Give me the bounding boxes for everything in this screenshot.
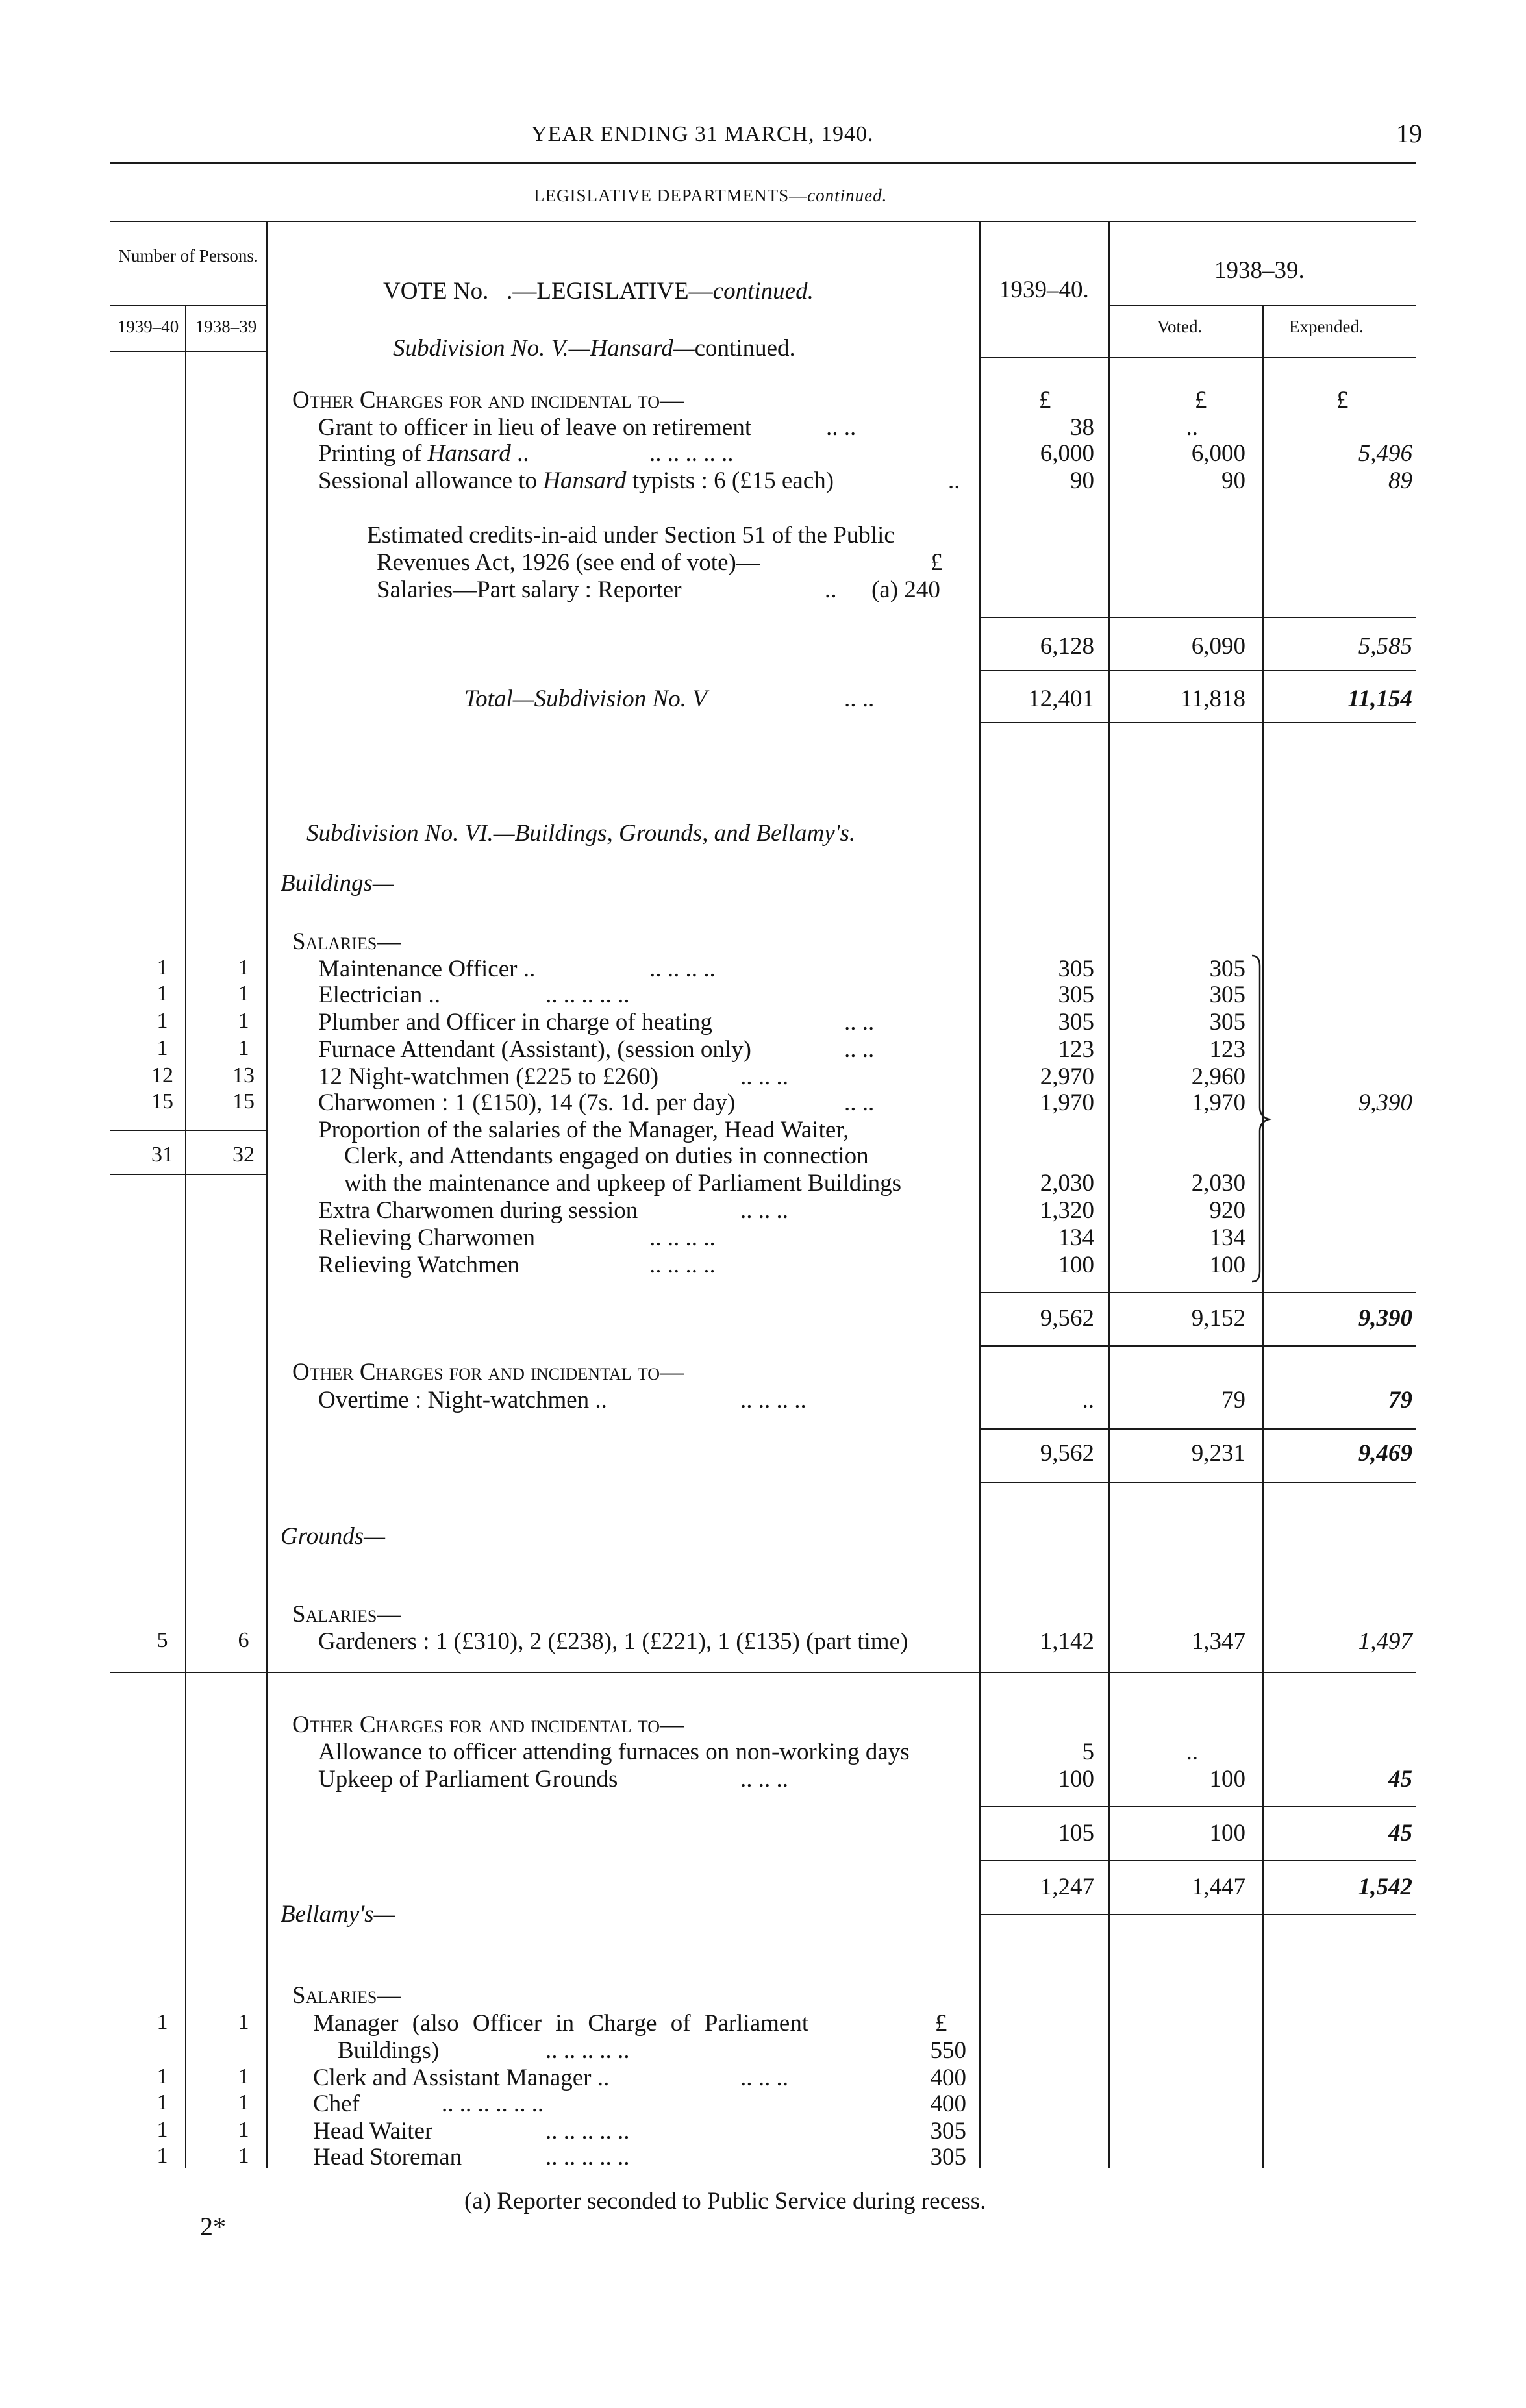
persons-1938-39: 1 [238,982,249,1006]
grounds-salaries-heading: Salaries— [292,1601,401,1628]
table-top-rule [110,221,1416,222]
credits-salaries-reporter: Salaries—Part salary : Reporter [377,577,682,603]
buildings-total-rule [979,1428,1416,1430]
salaries-total-bottom-rule [979,1345,1416,1347]
col-header-1938-39: 1938–39. [1214,257,1305,284]
number-of-persons-heading: Number of Persons. [118,246,258,266]
proportion-1939-40: 2,030 [1040,1170,1094,1197]
sessional-allowance-1939-40: 90 [1070,467,1094,494]
subtotal-rule [979,617,1416,618]
leader-dots: .. .. [844,686,875,712]
leader-dots: .. .. .. [740,1766,788,1793]
persons-total-rule [110,1130,266,1131]
persons-total-1938-39: 32 [232,1143,255,1167]
leader-dots: .. .. .. .. [649,956,716,982]
extra-charwomen-1939-40: 1,320 [1040,1197,1094,1224]
relieving-charwomen-voted: 134 [1209,1224,1245,1251]
leader-dots: .. .. [844,1009,875,1036]
page-number: 19 [1396,119,1422,148]
leader-dots: .. .. .. .. .. [649,440,734,467]
persons-1939-40: 1 [156,982,168,1006]
grant-retirement-voted: .. [1186,414,1198,441]
night-watchmen-voted: 2,960 [1191,1063,1245,1090]
persons-1939-40: 1 [156,956,168,980]
grounds-total-voted: 1,447 [1191,1874,1245,1900]
grounds-total-bottom-rule [979,1914,1416,1915]
persons-1938-39: 1 [238,956,249,980]
gardeners-label: Gardeners : 1 (£310), 2 (£238), 1 (£221), 1 (£135) (part time) [318,1628,908,1655]
printing-hansard-label: Printing of Hansard .. [318,440,529,467]
persons-1938-39: 1 [238,2065,249,2089]
other-charges-heading: Other Charges for and incidental to— [292,1359,684,1385]
upkeep-grounds-label: Upkeep of Parliament Grounds [318,1766,618,1793]
printing-hansard-expended: 5,496 [1358,440,1412,467]
persons-1938-39: 1 [238,2091,249,2115]
clerk-assistant-manager-label: Clerk and Assistant Manager .. [313,2065,610,2091]
persons-1939-40: 12 [151,1063,173,1087]
salaries-subtotal-rule [979,1292,1416,1293]
bellamys-currency: £ [935,2010,947,2037]
relieving-watchmen-voted: 100 [1209,1252,1245,1278]
hansard-subtotal-1939-40: 6,128 [1040,633,1094,660]
leader-dots: .. .. .. .. .. [545,982,630,1008]
head-storeman-salary: 305 [930,2144,966,2170]
grounds-total-expended: 1,542 [1358,1874,1412,1900]
persons-1938-39: 15 [232,1089,255,1113]
header-bottom-rule [979,357,1416,358]
charwomen-voted: 1,970 [1191,1089,1245,1116]
head-waiter-salary: 305 [930,2118,966,2144]
night-watchmen-1939-40: 2,970 [1040,1063,1094,1090]
salaries-total-voted: 9,152 [1191,1305,1245,1332]
salaries-total-1939-40: 9,562 [1040,1305,1094,1332]
year-subhead-rule [1110,305,1416,306]
manager-salary: 550 [930,2037,966,2064]
buildings-total-bottom-rule [979,1482,1416,1483]
leader-dots: .. .. .. .. [649,1252,716,1278]
persons-total-bottom-rule [110,1174,266,1175]
persons-total-1939-40: 31 [151,1143,173,1167]
right-brace-icon [1249,953,1275,1284]
furnace-attendant-label: Furnace Attendant (Assistant), (session only) [318,1036,751,1063]
charwomen-label: Charwomen : 1 (£150), 14 (7s. 1d. per day) [318,1089,736,1116]
currency-1939-40: £ [1039,387,1051,414]
persons-subhead-rule [110,305,266,306]
extra-charwomen-voted: 920 [1209,1197,1245,1224]
proportion-salaries-line3: with the maintenance and upkeep of Parliament Buildings [344,1170,901,1197]
header-rule [110,162,1416,164]
sessional-allowance-label: Sessional allowance to Hansard typists : 6 (£15 each) [318,467,834,494]
overtime-1939-40: .. [1082,1387,1094,1413]
proportion-voted: 2,030 [1191,1170,1245,1197]
maintenance-officer-voted: 305 [1209,956,1245,982]
furnace-allowance-1939-40: 5 [1082,1739,1094,1765]
proportion-salaries-line2: Clerk, and Attendants engaged on duties in connection [344,1143,869,1169]
leader-dots: .. .. .. [740,1063,788,1090]
upkeep-grounds-1939-40: 100 [1058,1766,1094,1793]
persons-col-1939-40: 1939–40 [117,317,179,336]
gardeners-persons-1939-40: 5 [156,1628,168,1652]
sessional-allowance-voted: 90 [1221,467,1245,494]
persons-1938-39: 13 [232,1063,255,1087]
maintenance-officer-1939-40: 305 [1058,956,1094,982]
upkeep-grounds-voted: 100 [1209,1766,1245,1793]
persons-column-rule [266,221,268,2168]
bellamys-heading: Bellamy's— [281,1901,395,1928]
relieving-watchmen-1939-40: 100 [1058,1252,1094,1278]
leader-dots: .. .. [844,1089,875,1116]
total-bottom-rule [979,722,1416,723]
leader-dots: .. .. .. .. .. [545,2037,630,2064]
leader-dots: .. .. .. .. .. .. [442,2091,544,2117]
relieving-charwomen-label: Relieving Charwomen [318,1224,535,1251]
amount-column-rule [979,221,981,2168]
persons-1938-39: 1 [238,1009,249,1033]
hansard-subtotal-expended: 5,585 [1358,633,1412,660]
total-rule [979,670,1416,671]
gardeners-persons-1938-39: 6 [238,1628,249,1652]
leader-dots: .. [948,467,960,494]
buildings-total-1939-40: 9,562 [1040,1440,1094,1467]
total-subdivision-v-label: Total—Subdivision No. V [464,686,707,712]
printing-hansard-1939-40: 6,000 [1040,440,1094,467]
col-header-expended: Expended. [1289,317,1364,336]
grounds-total-rule [979,1860,1416,1861]
leader-dots: .. .. [844,1036,875,1063]
currency-voted: £ [1195,387,1207,414]
plumber-voted: 305 [1209,1009,1245,1036]
head-storeman-label: Head Storeman [313,2144,462,2170]
leader-dots: .. [825,577,837,603]
col-header-voted: Voted. [1157,317,1203,336]
clerk-assistant-manager-salary: 400 [930,2065,966,2091]
footnote: (a) Reporter seconded to Public Service during recess. [464,2188,986,2215]
leader-dots: .. .. .. [740,2065,788,2091]
credits-in-aid-line2: Revenues Act, 1926 (see end of vote)— [377,549,760,576]
vote-title: VOTE No. .—LEGISLATIVE—continued. [383,278,814,304]
grounds-other-charges-heading: Other Charges for and incidental to— [292,1711,684,1738]
overtime-label: Overtime : Night-watchmen .. [318,1387,607,1413]
buildings-heading: Buildings— [281,870,394,897]
leader-dots: .. .. [826,414,857,441]
leader-dots: .. .. .. .. [740,1387,807,1413]
persons-1939-40: 1 [156,1036,168,1060]
upkeep-grounds-expended: 45 [1388,1766,1412,1793]
leader-dots: .. .. .. .. [649,1224,716,1251]
plumber-label: Plumber and Officer in charge of heating [318,1009,712,1036]
grounds-other-total-1939-40: 105 [1058,1820,1094,1846]
persons-1939-40: 15 [151,1089,173,1113]
grounds-total-1939-40: 1,247 [1040,1874,1094,1900]
overtime-voted: 79 [1221,1387,1245,1413]
grounds-other-rule [979,1806,1416,1807]
manager-label-line1: Manager (also Officer in Charge of Parliament [313,2010,809,2037]
sessional-allowance-expended: 89 [1388,467,1412,494]
buildings-total-expended: 9,469 [1358,1440,1412,1467]
gardeners-voted: 1,347 [1191,1628,1245,1655]
persons-1939-40: 1 [156,2144,168,2168]
bracketed-expended: 9,390 [1358,1089,1412,1116]
furnace-allowance-label: Allowance to officer attending furnaces on non-working days [318,1739,910,1765]
hansard-subtotal-voted: 6,090 [1191,633,1245,660]
persons-1939-40: 1 [156,2065,168,2089]
grounds-other-total-voted: 100 [1209,1820,1245,1846]
total-v-expended: 11,154 [1347,686,1412,712]
subdivision-v-heading: Subdivision No. V.—Hansard—continued. [393,335,795,362]
gardeners-expended: 1,497 [1358,1628,1412,1655]
extra-charwomen-label: Extra Charwomen during session [318,1197,638,1224]
grant-retirement-1939-40: 38 [1070,414,1094,441]
credits-value: (a) 240 [871,577,940,603]
persons-1938-39: 1 [238,2118,249,2142]
persons-header-bottom-rule [110,351,266,352]
chef-salary: 400 [930,2091,966,2117]
grounds-other-total-expended: 45 [1388,1820,1412,1846]
overtime-expended: 79 [1388,1387,1412,1413]
proportion-salaries-line1: Proportion of the salaries of the Manager, Head Waiter, [318,1117,849,1143]
persons-1939-40: 1 [156,2118,168,2142]
other-charges-heading: Other Charges for and incidental to— [292,387,684,414]
gardeners-1939-40: 1,142 [1040,1628,1094,1655]
page-header-title: YEAR ENDING 31 MARCH, 1940. [531,122,874,146]
salaries-total-expended: 9,390 [1358,1305,1412,1332]
persons-1938-39: 1 [238,1036,249,1060]
bellamys-salaries-heading: Salaries— [292,1982,401,2009]
persons-1939-40: 1 [156,2010,168,2034]
persons-1938-39: 1 [238,2010,249,2034]
salaries-heading: Salaries— [292,928,401,955]
buildings-total-voted: 9,231 [1191,1440,1245,1467]
furnace-attendant-voted: 123 [1209,1036,1245,1063]
persons-1939-40: 1 [156,2091,168,2115]
leader-dots: .. .. .. .. .. [545,2118,630,2144]
plumber-1939-40: 305 [1058,1009,1094,1036]
furnace-attendant-1939-40: 123 [1058,1036,1094,1063]
charwomen-1939-40: 1,970 [1040,1089,1094,1116]
chef-label: Chef [313,2091,360,2117]
electrician-label: Electrician .. [318,982,440,1008]
credits-in-aid-line1: Estimated credits-in-aid under Section 51 of the Public [367,522,895,549]
persons-1939-40: 1 [156,1009,168,1033]
gardeners-rule [110,1672,1416,1673]
relieving-watchmen-label: Relieving Watchmen [318,1252,519,1278]
head-waiter-label: Head Waiter [313,2118,433,2144]
grounds-heading: Grounds— [281,1523,386,1550]
electrician-voted: 305 [1209,982,1245,1008]
manager-label-line2: Buildings) [338,2037,440,2064]
signature-mark: 2* [200,2212,226,2241]
furnace-allowance-voted: .. [1186,1739,1198,1765]
total-v-voted: 11,818 [1180,686,1245,712]
col-header-1939-40: 1939–40. [999,277,1089,303]
subdivision-vi-heading: Subdivision No. VI.—Buildings, Grounds, and Bellamy's. [306,820,856,847]
running-head: LEGISLATIVE DEPARTMENTS—continued. [534,186,888,205]
maintenance-officer-label: Maintenance Officer .. [318,956,536,982]
leader-dots: .. .. .. .. .. [545,2144,630,2170]
persons-col-1938-39: 1938–39 [195,317,257,336]
leader-dots: .. .. .. [740,1197,788,1224]
relieving-charwomen-1939-40: 134 [1058,1224,1094,1251]
persons-divider-rule [185,305,186,2168]
credits-currency: £ [931,549,943,576]
currency-expended: £ [1336,387,1349,414]
persons-1938-39: 1 [238,2144,249,2168]
total-v-1939-40: 12,401 [1028,686,1094,712]
year-column-rule [1108,221,1110,2168]
night-watchmen-label: 12 Night-watchmen (£225 to £260) [318,1063,659,1090]
electrician-1939-40: 305 [1058,982,1094,1008]
grant-retirement-label: Grant to officer in lieu of leave on retirement [318,414,752,441]
printing-hansard-voted: 6,000 [1191,440,1245,467]
